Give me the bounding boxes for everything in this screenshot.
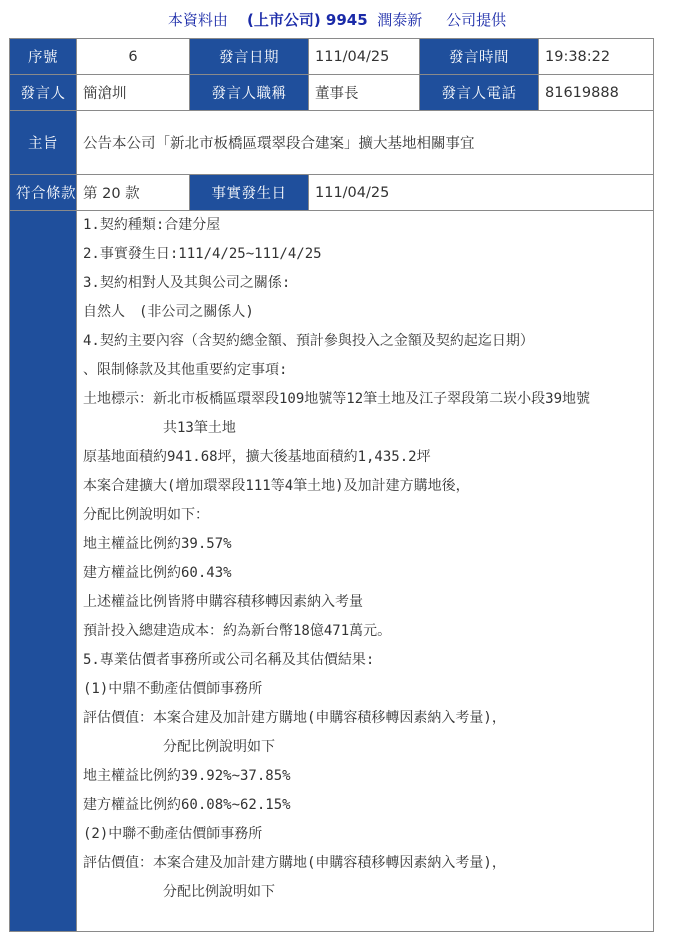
provider-prefix: 本資料由: [167, 11, 228, 29]
description-line: 本案合建擴大(增加環翠段111等4筆土地)及加計建方購地後，: [83, 478, 470, 494]
speaker-label: 發言人: [10, 75, 77, 111]
description-line: 地主權益比例約39.57%: [83, 536, 232, 552]
speaker-value: 簡滄圳: [77, 75, 190, 111]
table-row: [10, 175, 654, 211]
description-line: 分配比例說明如下: [163, 884, 275, 900]
fact-date-value: 111/04/25: [309, 175, 654, 211]
provider-suffix: 公司提供: [446, 11, 507, 29]
seq-label: 序號: [10, 39, 77, 75]
company-name: 潤泰新: [377, 11, 423, 29]
description-line: 3.契約相對人及其與公司之關係:: [83, 275, 291, 291]
table-row: [10, 211, 654, 932]
description-line: 建方權益比例約60.08%~62.15%: [83, 797, 291, 813]
description-line: 建方權益比例約60.43%: [83, 565, 232, 581]
speaker-title-value: 董事長: [309, 75, 420, 111]
clause-value: 第 20 款: [77, 175, 190, 211]
description-line: 土地標示：新北市板橋區環翠段109地號等12筆土地及江子翠段第二崁小段39地號: [83, 391, 590, 407]
description-line: 2.事實發生日:111/4/25~111/4/25: [83, 246, 322, 262]
time-label: 發言時間: [420, 39, 539, 75]
description-line: 共13筆土地: [163, 420, 236, 436]
fact-date-label: 事實發生日: [190, 175, 309, 211]
description-line: 上述權益比例皆將申購容積移轉因素納入考量: [83, 594, 363, 610]
description-line: 預計投入總建造成本：約為新台幣18億471萬元。: [83, 623, 392, 639]
description-line: (1)中鼎不動產估價師事務所: [83, 681, 263, 697]
description-line: 5.專業估價者事務所或公司名稱及其估價結果:: [83, 652, 375, 668]
clause-label: 符合條款: [10, 175, 77, 211]
description-line: 1.契約種類:合建分屋: [83, 217, 221, 233]
table-row: [10, 39, 654, 75]
description-line: 自然人 (非公司之關係人): [83, 304, 254, 320]
description-line: (2)中聯不動產估價師事務所: [83, 826, 263, 842]
company-code: (上市公司) 9945: [246, 11, 368, 29]
description-line: 、限制條款及其他重要約定事項:: [83, 362, 288, 378]
subject-value: 公告本公司「新北市板橋區環翠段合建案」擴大基地相關事宜: [77, 111, 654, 175]
description-line: 評估價值：本案合建及加計建方購地(申購容積移轉因素納入考量)，: [83, 710, 506, 726]
description-body: [77, 211, 654, 932]
date-label: 發言日期: [190, 39, 309, 75]
date-value: 111/04/25: [309, 39, 420, 75]
description-line: 分配比例說明如下: [163, 739, 275, 755]
description-line: 4.契約主要內容（含契約總金額、預計參與投入之金額及契約起迄日期）: [83, 333, 534, 349]
time-value: 19:38:22: [539, 39, 654, 75]
description-line: 地主權益比例約39.92%~37.85%: [83, 768, 291, 784]
phone-value: 81619888: [539, 75, 654, 111]
subject-label: 主旨: [10, 111, 77, 175]
table-row: [10, 75, 654, 111]
description-line: 評估價值：本案合建及加計建方購地(申購容積移轉因素納入考量)，: [83, 855, 506, 871]
announcement-table: [9, 38, 654, 932]
table-row: [10, 111, 654, 175]
speaker-title-label: 發言人職稱: [190, 75, 309, 111]
description-line: 原基地面積約941.68坪，擴大後基地面積約1,435.2坪: [83, 449, 431, 465]
description-line: 分配比例說明如下：: [83, 507, 209, 523]
provider-line: [0, 0, 674, 38]
phone-label: 發言人電話: [420, 75, 539, 111]
description-label-cell: [10, 211, 77, 932]
seq-value: 6: [77, 39, 190, 75]
